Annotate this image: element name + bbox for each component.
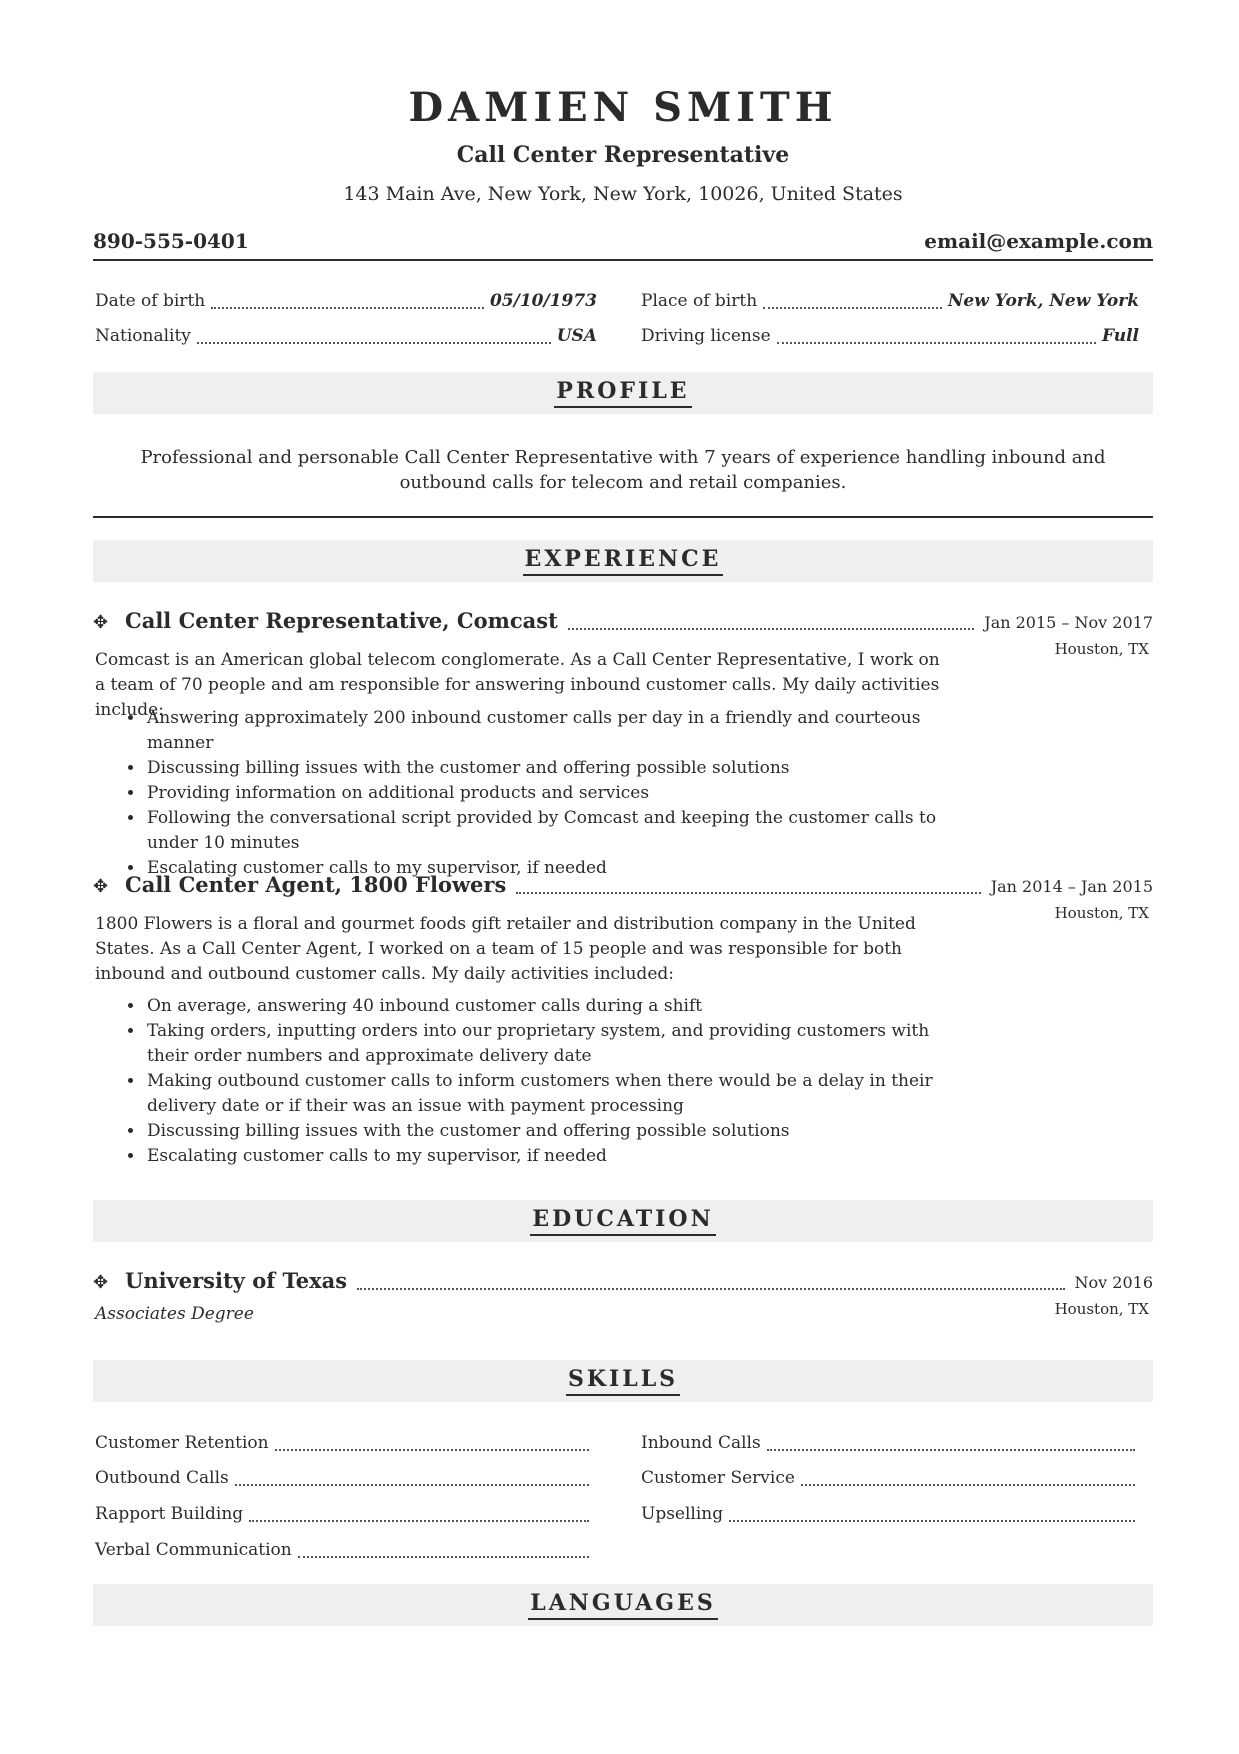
- candidate-name: DAMIEN SMITH: [408, 84, 838, 131]
- education-section-header: [93, 1200, 1153, 1242]
- experience-section-header: [93, 540, 1153, 582]
- skills-section-header: [93, 1360, 1153, 1402]
- dot-leader: [235, 1484, 589, 1486]
- job-dates: Jan 2015 – Nov 2017: [984, 613, 1153, 632]
- job-duties-list: [121, 706, 975, 881]
- skill-item: Upselling: [641, 1504, 1135, 1530]
- date-of-birth-row: [95, 291, 597, 317]
- phone-number[interactable]: 890-555-0401: [93, 229, 249, 253]
- skill-item: Inbound Calls: [641, 1433, 1135, 1459]
- dot-leader: [763, 307, 942, 309]
- dot-leader: [197, 342, 551, 344]
- list-item: • Following the conversational script provided by Comcast and keeping the customer calls to under 10 minutes: [145, 806, 975, 856]
- graduation-date: Nov 2016: [1074, 1273, 1153, 1292]
- date-of-birth-label: Date of birth: [95, 291, 206, 311]
- experience-entry-header: [93, 872, 1153, 902]
- job-location: Houston, TX: [1054, 904, 1149, 922]
- skill-item: Customer Service: [641, 1468, 1135, 1494]
- school-location: Houston, TX: [1054, 1300, 1149, 1318]
- dot-leader: [357, 1288, 1064, 1290]
- list-item: • Escalating customer calls to my supervisor, if needed: [145, 856, 975, 881]
- nationality-label: Nationality: [95, 326, 191, 346]
- job-description: 1800 Flowers is a floral and gourmet foods gift retailer and distribution company in the United States. As a Call Center Agent, I worked on a team of 15 people and was responsible for both inbound and outbound customer calls. My daily activities included:: [95, 914, 916, 984]
- header-divider: [93, 259, 1153, 261]
- diamond-bullet-icon: ✥: [93, 1272, 109, 1293]
- languages-section-header: [93, 1584, 1153, 1626]
- list-item: • On average, answering 40 inbound customer calls during a shift: [145, 994, 975, 1019]
- dot-leader: [249, 1520, 589, 1522]
- job-title-company: Call Center Agent, 1800 Flowers: [125, 872, 507, 897]
- section-title: EXPERIENCE: [523, 546, 724, 576]
- job-title: Call Center Representative: [456, 142, 790, 168]
- profile-summary: Professional and personable Call Center Representative with 7 years of experience handling inbound and outbound calls for telecom and retail companies.: [140, 447, 1106, 493]
- section-title: LANGUAGES: [528, 1590, 717, 1620]
- school-name: University of Texas: [125, 1268, 348, 1293]
- job-location: Houston, TX: [1054, 640, 1149, 658]
- profile-section-header: [93, 372, 1153, 414]
- address: 143 Main Ave, New York, New York, 10026, United States: [343, 183, 903, 205]
- driving-license-row: [641, 326, 1139, 352]
- profile-divider: [93, 516, 1153, 518]
- nationality-value: USA: [556, 326, 597, 346]
- list-item: • Discussing billing issues with the customer and offering possible solutions: [145, 756, 975, 781]
- diamond-bullet-icon: ✥: [93, 612, 109, 633]
- place-of-birth-row: [641, 291, 1139, 317]
- skill-item: Rapport Building: [95, 1504, 589, 1530]
- list-item: • Escalating customer calls to my supervisor, if needed: [145, 1144, 975, 1169]
- dot-leader: [801, 1484, 1135, 1486]
- dot-leader: [211, 307, 484, 309]
- skill-item: Verbal Communication: [95, 1540, 589, 1566]
- diamond-bullet-icon: ✥: [93, 876, 109, 897]
- section-title: EDUCATION: [530, 1206, 715, 1236]
- dot-leader: [516, 892, 980, 894]
- experience-entry-header: [93, 608, 1153, 638]
- education-entry-header: [93, 1268, 1153, 1298]
- section-title: SKILLS: [566, 1366, 680, 1396]
- email-link[interactable]: email@example.com: [924, 229, 1153, 253]
- driving-license-value: Full: [1101, 326, 1139, 346]
- dot-leader: [275, 1449, 589, 1451]
- section-title: PROFILE: [554, 378, 691, 408]
- place-of-birth-label: Place of birth: [641, 291, 758, 311]
- dot-leader: [568, 628, 975, 630]
- dot-leader: [777, 342, 1096, 344]
- job-title-company: Call Center Representative, Comcast: [125, 608, 558, 633]
- place-of-birth-value: New York, New York: [947, 291, 1139, 311]
- dot-leader: [767, 1449, 1135, 1451]
- dot-leader: [729, 1520, 1135, 1522]
- skill-item: Outbound Calls: [95, 1468, 589, 1494]
- list-item: • Providing information on additional products and services: [145, 781, 975, 806]
- date-of-birth-value: 05/10/1973: [489, 291, 597, 311]
- nationality-row: [95, 326, 597, 352]
- list-item: • Discussing billing issues with the customer and offering possible solutions: [145, 1119, 975, 1144]
- job-description: Comcast is an American global telecom conglomerate. As a Call Center Representative, I work on a team of 70 people and am responsible for answering inbound customer calls. My daily activities include:: [95, 650, 940, 720]
- list-item: • Taking orders, inputting orders into our proprietary system, and providing customers with their order numbers and approximate delivery date: [145, 1019, 975, 1069]
- list-item: • Answering approximately 200 inbound customer calls per day in a friendly and courteous manner: [145, 706, 975, 756]
- skill-item: Customer Retention: [95, 1433, 589, 1459]
- list-item: • Making outbound customer calls to inform customers when there would be a delay in their delivery date or if their was an issue with payment processing: [145, 1069, 975, 1119]
- dot-leader: [298, 1556, 589, 1558]
- degree: Associates Degree: [95, 1304, 254, 1324]
- job-dates: Jan 2014 – Jan 2015: [990, 877, 1153, 896]
- driving-license-label: Driving license: [641, 326, 771, 346]
- job-duties-list: [121, 994, 975, 1169]
